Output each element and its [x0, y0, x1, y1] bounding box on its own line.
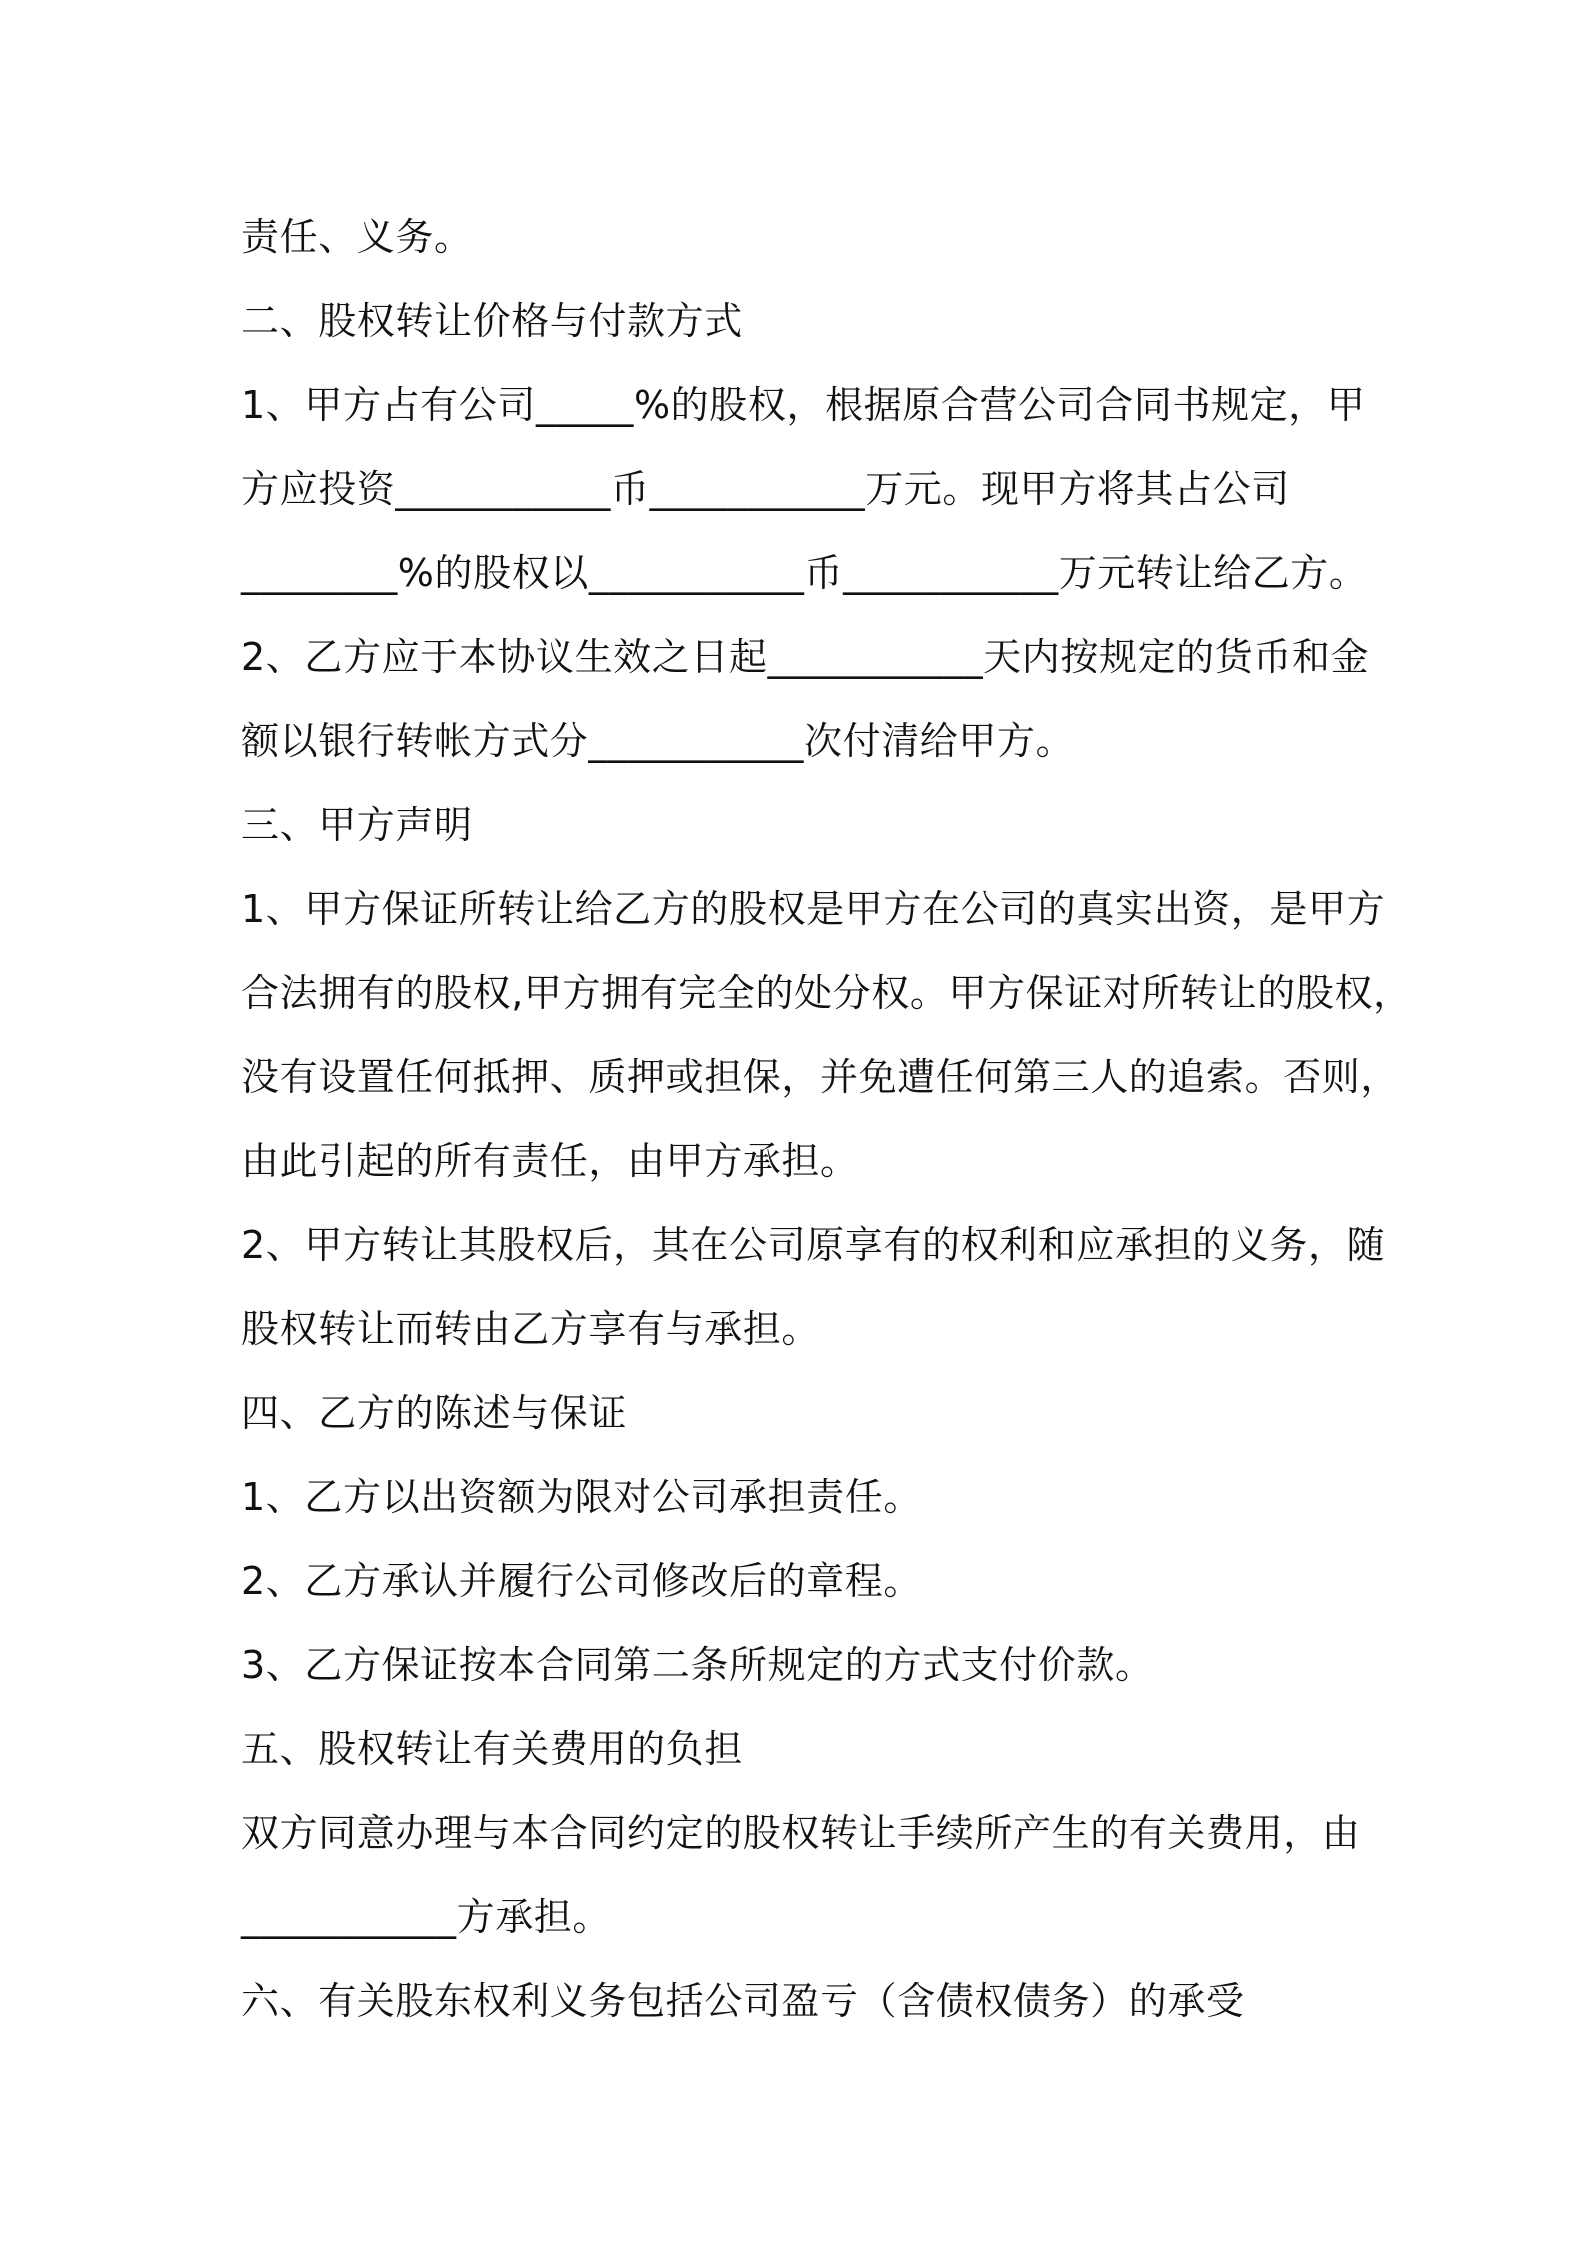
text-line: 方应投资___________币___________万元。现甲方将其占公司: [241, 467, 1290, 511]
text-line: 1、甲方保证所转让给乙方的股权是甲方在公司的真实出资，是甲方: [241, 887, 1386, 931]
text-line: 股权转让而转由乙方享有与承担。: [241, 1307, 821, 1351]
section-heading: 四、乙方的陈述与保证: [241, 1391, 628, 1435]
text-line: 责任、义务。: [241, 215, 473, 259]
text-line: 没有设置任何抵押、质押或担保，并免遭任何第三人的追索。否则，: [241, 1055, 1400, 1099]
text-line: 由此引起的所有责任，由甲方承担。: [241, 1139, 859, 1183]
section-heading: 三、甲方声明: [241, 803, 473, 847]
section-heading: 五、股权转让有关费用的负担: [241, 1727, 743, 1771]
text-line: ________%的股权以___________币___________万元转让给乙方。: [241, 551, 1368, 595]
text-line: ___________方承担。: [241, 1895, 612, 1939]
text-line: 2、乙方承认并履行公司修改后的章程。: [241, 1559, 922, 1603]
section-heading: 二、股权转让价格与付款方式: [241, 299, 743, 343]
text-line: 额以银行转帐方式分___________次付清给甲方。: [241, 719, 1075, 763]
document-body: [241, 195, 1412, 2043]
section-heading: 六、有关股东权利义务包括公司盈亏（含债权债务）的承受: [241, 1979, 1245, 2023]
text-line: 3、乙方保证按本合同第二条所规定的方式支付价款。: [241, 1643, 1154, 1687]
text-line: 双方同意办理与本合同约定的股权转让手续所产生的有关费用，由: [241, 1811, 1361, 1855]
text-line: 1、甲方占有公司_____%的股权，根据原合营公司合同书规定，甲: [241, 383, 1366, 427]
text-line: 1、乙方以出资额为限对公司承担责任。: [241, 1475, 922, 1519]
text-line: 2、甲方转让其股权后，其在公司原享有的权利和应承担的义务，随: [241, 1223, 1386, 1267]
text-line: 2、乙方应于本协议生效之日起___________天内按规定的货币和金: [241, 635, 1370, 679]
text-line: 合法拥有的股权,甲方拥有完全的处分权。甲方保证对所转让的股权，: [241, 971, 1412, 1015]
